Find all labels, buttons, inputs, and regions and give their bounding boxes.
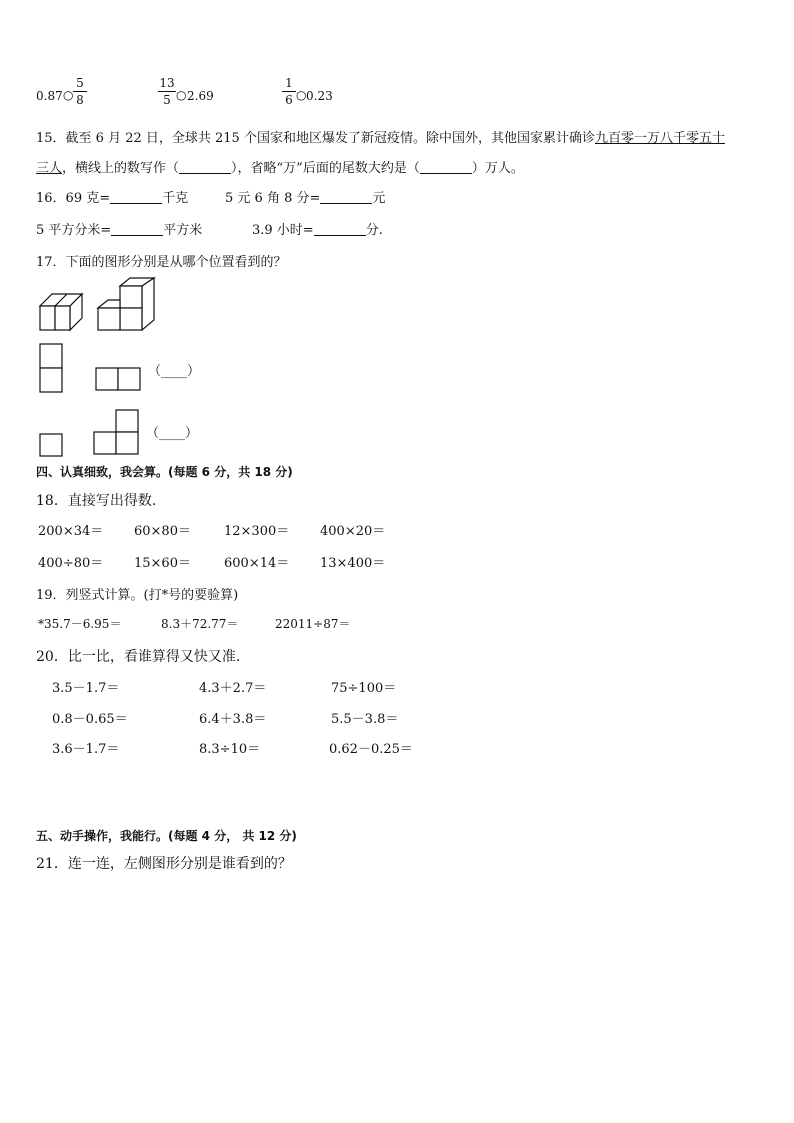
q18-item: 13×400＝ — [320, 556, 386, 571]
section-5-heading: 五、动手操作，我能行。(每题 4 分， 共 12 分) — [36, 829, 297, 843]
view-b-horizontal-squares — [96, 368, 140, 390]
fraction-denominator: 5 — [163, 93, 171, 107]
q16-row1-b — [225, 187, 385, 206]
q20-item: 0.62－0.25＝ — [329, 742, 413, 757]
view-d-l-shape — [94, 410, 138, 454]
q20-title: 20．比一比，看谁算得又快又准. — [36, 649, 241, 665]
q16-row1-a — [36, 187, 188, 206]
q15-blank-written[interactable] — [179, 161, 231, 174]
q14-item1-left: 0.87 — [36, 89, 63, 103]
q15-underlined-number-part1: 九百零一万八千零五十 — [594, 131, 725, 146]
q16-blank-3[interactable] — [111, 223, 163, 236]
q14-item1-symbol: ○ — [63, 88, 74, 102]
q16-unit: 元 — [372, 191, 386, 206]
cube-figure-2 — [98, 278, 154, 330]
section-4-heading: 四、认真细致，我会算。(每题 6 分，共 18 分) — [36, 465, 293, 479]
q20-item: 5.5－3.8＝ — [331, 712, 399, 727]
q16-unit: 千克 — [162, 191, 189, 206]
q16-text: 5 平方分米= — [36, 223, 112, 238]
fraction-numerator: 13 — [159, 76, 175, 90]
q17-answer-blank-2[interactable]: （____） — [146, 426, 199, 441]
q20-item: 3.6－1.7＝ — [52, 742, 120, 757]
q19-item: 8.3＋72.77＝ — [161, 617, 239, 631]
q14-item3-right: 0.23 — [306, 89, 333, 103]
q19-item: 22011÷87＝ — [275, 617, 351, 631]
q15-text: 15．截至 6 月 22 日，全球共 215 个国家和地区爆发了新冠疫情。除中国外，其他国家累计确诊 — [36, 131, 595, 146]
cube-figure-1 — [40, 294, 82, 330]
q14-item1-fraction — [73, 76, 87, 107]
q18-item: 12×300＝ — [224, 524, 290, 539]
q15-text-c: ）万人。 — [471, 161, 524, 176]
q18-item: 400×20＝ — [320, 524, 386, 539]
fraction-denominator: 8 — [76, 93, 84, 107]
q20-item: 6.4＋3.8＝ — [199, 712, 267, 727]
q16-unit: 分. — [365, 223, 383, 238]
q17-answer-blank-1[interactable]: （____） — [148, 364, 201, 379]
q14-item3-fraction — [282, 76, 296, 107]
q15-underlined-number-part2: 三人 — [36, 161, 63, 176]
q16-text: 3.9 小时= — [252, 223, 314, 238]
q14-item3-symbol: ○ — [296, 88, 307, 102]
fraction-numerator: 1 — [285, 76, 293, 90]
q16-blank-4[interactable] — [314, 223, 366, 236]
q15-text-a: ，横线上的数写作（ — [62, 161, 180, 176]
q16-row2-a — [36, 219, 202, 238]
q14-item2-right: 2.69 — [187, 89, 214, 103]
q16-unit: 平方米 — [163, 223, 203, 238]
q18-item: 600×14＝ — [224, 556, 290, 571]
q17-title: 17．下面的图形分别是从哪个位置看到的？ — [36, 255, 287, 270]
q15-line2 — [36, 157, 524, 176]
q19-title: 19．列竖式计算。(打*号的要验算) — [36, 588, 239, 603]
q18-item: 200×34＝ — [38, 524, 104, 539]
q16-row2-b — [252, 219, 383, 238]
q18-item: 15×60＝ — [134, 556, 191, 571]
q16-text: 5 元 6 角 8 分= — [225, 191, 321, 206]
q21-title: 21．连一连，左侧图形分别是谁看到的？ — [36, 856, 292, 872]
view-a-stacked-squares — [40, 344, 62, 392]
q20-item: 0.8－0.65＝ — [52, 712, 128, 727]
q15-blank-approx[interactable] — [420, 161, 472, 174]
q19-item: *35.7－6.95＝ — [38, 617, 122, 631]
q14-item2-fraction — [158, 76, 176, 107]
q14-item2-symbol: ○ — [176, 88, 187, 102]
q18-title: 18．直接写出得数. — [36, 493, 157, 509]
view-c-single-square — [40, 434, 62, 456]
q20-item: 75÷100＝ — [331, 681, 397, 696]
q16-blank-2[interactable] — [320, 191, 372, 204]
q16-text: 16．69 克= — [36, 191, 111, 206]
q20-item: 3.5－1.7＝ — [52, 681, 120, 696]
q16-blank-1[interactable] — [110, 191, 162, 204]
q15-text-b: ），省略“万”后面的尾数大约是（ — [231, 161, 420, 176]
fraction-numerator: 5 — [76, 76, 84, 90]
fraction-denominator: 6 — [285, 93, 293, 107]
q20-item: 8.3÷10＝ — [199, 742, 261, 757]
q20-item: 4.3＋2.7＝ — [199, 681, 267, 696]
q18-item: 60×80＝ — [134, 524, 191, 539]
q18-item: 400÷80＝ — [38, 556, 104, 571]
q15-line1 — [36, 127, 725, 146]
